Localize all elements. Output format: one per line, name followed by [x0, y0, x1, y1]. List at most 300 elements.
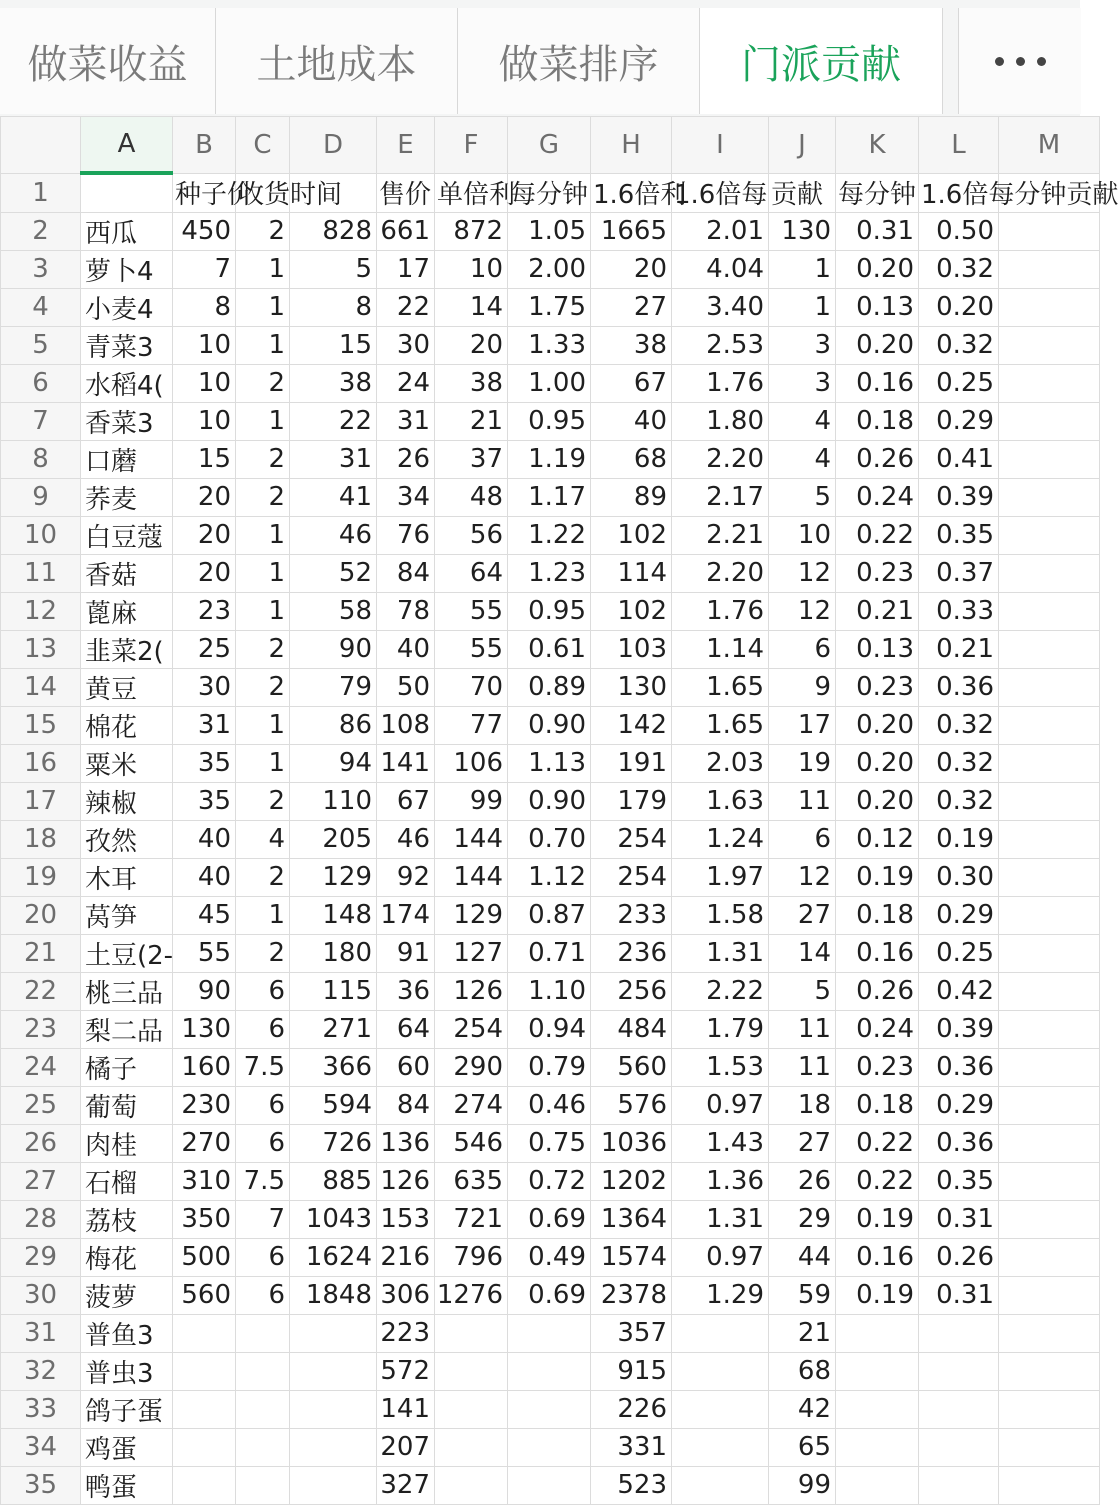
cell-m34[interactable] [999, 1428, 1100, 1466]
cell-h32[interactable]: 915 [591, 1352, 672, 1390]
cell-d23[interactable]: 271 [290, 1010, 377, 1048]
cell-f33[interactable] [435, 1390, 508, 1428]
cell-m32[interactable] [999, 1352, 1100, 1390]
cell-b17[interactable]: 35 [173, 782, 236, 820]
cell-c34[interactable] [236, 1428, 290, 1466]
row-number[interactable]: 30 [1, 1276, 81, 1314]
cell-k2[interactable]: 0.31 [836, 212, 919, 250]
cell-g30[interactable]: 0.69 [508, 1276, 591, 1314]
cell-b3[interactable]: 7 [173, 250, 236, 288]
row-number[interactable]: 22 [1, 972, 81, 1010]
cell-f34[interactable] [435, 1428, 508, 1466]
cell-j11[interactable]: 12 [769, 554, 836, 592]
cell-b33[interactable] [173, 1390, 236, 1428]
cell-g25[interactable]: 0.46 [508, 1086, 591, 1124]
cell-g16[interactable]: 1.13 [508, 744, 591, 782]
cell-k6[interactable]: 0.16 [836, 364, 919, 402]
cell-j17[interactable]: 11 [769, 782, 836, 820]
cell-d14[interactable]: 79 [290, 668, 377, 706]
cell-b24[interactable]: 160 [173, 1048, 236, 1086]
cell-b32[interactable] [173, 1352, 236, 1390]
cell-l1[interactable]: 1.6倍每分钟贡献 [919, 173, 999, 212]
row-number[interactable]: 32 [1, 1352, 81, 1390]
cell-e20[interactable]: 174 [377, 896, 435, 934]
cell-d2[interactable]: 828 [290, 212, 377, 250]
cell-a21[interactable]: 土豆(2- [81, 934, 173, 972]
cell-a2[interactable]: 西瓜 [81, 212, 173, 250]
cell-i3[interactable]: 4.04 [672, 250, 769, 288]
cell-g35[interactable] [508, 1466, 591, 1504]
cell-i27[interactable]: 1.36 [672, 1162, 769, 1200]
cell-b30[interactable]: 560 [173, 1276, 236, 1314]
row-number[interactable]: 28 [1, 1200, 81, 1238]
cell-e32[interactable]: 572 [377, 1352, 435, 1390]
cell-f32[interactable] [435, 1352, 508, 1390]
cell-h15[interactable]: 142 [591, 706, 672, 744]
cell-i33[interactable] [672, 1390, 769, 1428]
cell-m9[interactable] [999, 478, 1100, 516]
row-number[interactable]: 13 [1, 630, 81, 668]
cell-i11[interactable]: 2.20 [672, 554, 769, 592]
cell-h1[interactable]: 1.6倍利 [591, 173, 672, 212]
cell-m16[interactable] [999, 744, 1100, 782]
tab-cooking-sort[interactable]: 做菜排序 [458, 8, 700, 114]
cell-c9[interactable]: 2 [236, 478, 290, 516]
cell-m17[interactable] [999, 782, 1100, 820]
row-number[interactable]: 14 [1, 668, 81, 706]
cell-c20[interactable]: 1 [236, 896, 290, 934]
cell-c13[interactable]: 2 [236, 630, 290, 668]
cell-k12[interactable]: 0.21 [836, 592, 919, 630]
cell-k33[interactable] [836, 1390, 919, 1428]
cell-g21[interactable]: 0.71 [508, 934, 591, 972]
cell-d18[interactable]: 205 [290, 820, 377, 858]
cell-c7[interactable]: 1 [236, 402, 290, 440]
cell-a10[interactable]: 白豆蔻 [81, 516, 173, 554]
cell-d9[interactable]: 41 [290, 478, 377, 516]
row-number[interactable]: 29 [1, 1238, 81, 1276]
cell-d22[interactable]: 115 [290, 972, 377, 1010]
cell-g28[interactable]: 0.69 [508, 1200, 591, 1238]
cell-m3[interactable] [999, 250, 1100, 288]
cell-g15[interactable]: 0.90 [508, 706, 591, 744]
cell-e3[interactable]: 17 [377, 250, 435, 288]
cell-m15[interactable] [999, 706, 1100, 744]
cell-g19[interactable]: 1.12 [508, 858, 591, 896]
cell-a32[interactable]: 普虫3 [81, 1352, 173, 1390]
cell-g11[interactable]: 1.23 [508, 554, 591, 592]
cell-c16[interactable]: 1 [236, 744, 290, 782]
cell-f20[interactable]: 129 [435, 896, 508, 934]
cell-j6[interactable]: 3 [769, 364, 836, 402]
cell-c22[interactable]: 6 [236, 972, 290, 1010]
cell-j30[interactable]: 59 [769, 1276, 836, 1314]
cell-m26[interactable] [999, 1124, 1100, 1162]
cell-a3[interactable]: 萝卜4 [81, 250, 173, 288]
cell-h11[interactable]: 114 [591, 554, 672, 592]
cell-a25[interactable]: 葡萄 [81, 1086, 173, 1124]
cell-j31[interactable]: 21 [769, 1314, 836, 1352]
cell-c6[interactable]: 2 [236, 364, 290, 402]
cell-f4[interactable]: 14 [435, 288, 508, 326]
cell-a34[interactable]: 鸡蛋 [81, 1428, 173, 1466]
cell-h26[interactable]: 1036 [591, 1124, 672, 1162]
cell-h33[interactable]: 226 [591, 1390, 672, 1428]
cell-g23[interactable]: 0.94 [508, 1010, 591, 1048]
cell-j33[interactable]: 42 [769, 1390, 836, 1428]
cell-c3[interactable]: 1 [236, 250, 290, 288]
cell-g17[interactable]: 0.90 [508, 782, 591, 820]
cell-g24[interactable]: 0.79 [508, 1048, 591, 1086]
cell-b15[interactable]: 31 [173, 706, 236, 744]
tab-cooking-revenue[interactable]: 做菜收益 [0, 8, 216, 114]
cell-j29[interactable]: 44 [769, 1238, 836, 1276]
cell-i5[interactable]: 2.53 [672, 326, 769, 364]
cell-c21[interactable]: 2 [236, 934, 290, 972]
cell-a31[interactable]: 普鱼3 [81, 1314, 173, 1352]
cell-d29[interactable]: 1624 [290, 1238, 377, 1276]
cell-c30[interactable]: 6 [236, 1276, 290, 1314]
cell-a7[interactable]: 香菜3 [81, 402, 173, 440]
cell-e22[interactable]: 36 [377, 972, 435, 1010]
cell-a23[interactable]: 梨二品 [81, 1010, 173, 1048]
cell-k11[interactable]: 0.23 [836, 554, 919, 592]
row-number[interactable]: 24 [1, 1048, 81, 1086]
cell-g27[interactable]: 0.72 [508, 1162, 591, 1200]
cell-f13[interactable]: 55 [435, 630, 508, 668]
cell-j26[interactable]: 27 [769, 1124, 836, 1162]
cell-e19[interactable]: 92 [377, 858, 435, 896]
cell-m6[interactable] [999, 364, 1100, 402]
cell-m7[interactable] [999, 402, 1100, 440]
cell-c4[interactable]: 1 [236, 288, 290, 326]
cell-i29[interactable]: 0.97 [672, 1238, 769, 1276]
cell-c1[interactable]: 收货时间 [236, 173, 290, 212]
cell-l8[interactable]: 0.41 [919, 440, 999, 478]
cell-h16[interactable]: 191 [591, 744, 672, 782]
cell-j20[interactable]: 27 [769, 896, 836, 934]
cell-i6[interactable]: 1.76 [672, 364, 769, 402]
more-horizontal-icon[interactable] [958, 8, 1081, 114]
cell-m10[interactable] [999, 516, 1100, 554]
cell-c19[interactable]: 2 [236, 858, 290, 896]
cell-b35[interactable] [173, 1466, 236, 1504]
cell-i13[interactable]: 1.14 [672, 630, 769, 668]
cell-a17[interactable]: 辣椒 [81, 782, 173, 820]
cell-h30[interactable]: 2378 [591, 1276, 672, 1314]
cell-e27[interactable]: 126 [377, 1162, 435, 1200]
cell-h7[interactable]: 40 [591, 402, 672, 440]
cell-a35[interactable]: 鸭蛋 [81, 1466, 173, 1504]
cell-d19[interactable]: 129 [290, 858, 377, 896]
row-number[interactable]: 1 [1, 173, 81, 212]
cell-h10[interactable]: 102 [591, 516, 672, 554]
row-number[interactable]: 6 [1, 364, 81, 402]
cell-g2[interactable]: 1.05 [508, 212, 591, 250]
row-number[interactable]: 2 [1, 212, 81, 250]
cell-d11[interactable]: 52 [290, 554, 377, 592]
cell-b12[interactable]: 23 [173, 592, 236, 630]
cell-e33[interactable]: 141 [377, 1390, 435, 1428]
cell-h31[interactable]: 357 [591, 1314, 672, 1352]
row-number[interactable]: 34 [1, 1428, 81, 1466]
cell-i18[interactable]: 1.24 [672, 820, 769, 858]
cell-f35[interactable] [435, 1466, 508, 1504]
cell-e25[interactable]: 84 [377, 1086, 435, 1124]
cell-h13[interactable]: 103 [591, 630, 672, 668]
cell-g29[interactable]: 0.49 [508, 1238, 591, 1276]
cell-a12[interactable]: 蓖麻 [81, 592, 173, 630]
cell-h24[interactable]: 560 [591, 1048, 672, 1086]
cell-i17[interactable]: 1.63 [672, 782, 769, 820]
row-number[interactable]: 31 [1, 1314, 81, 1352]
cell-j28[interactable]: 29 [769, 1200, 836, 1238]
cell-d7[interactable]: 22 [290, 402, 377, 440]
column-header-b[interactable]: B [173, 117, 236, 174]
cell-m8[interactable] [999, 440, 1100, 478]
cell-b31[interactable] [173, 1314, 236, 1352]
cell-j14[interactable]: 9 [769, 668, 836, 706]
cell-a13[interactable]: 韭菜2( [81, 630, 173, 668]
cell-f29[interactable]: 796 [435, 1238, 508, 1276]
cell-k30[interactable]: 0.19 [836, 1276, 919, 1314]
cell-h2[interactable]: 1665 [591, 212, 672, 250]
cell-g10[interactable]: 1.22 [508, 516, 591, 554]
cell-b18[interactable]: 40 [173, 820, 236, 858]
cell-f17[interactable]: 99 [435, 782, 508, 820]
cell-a16[interactable]: 粟米 [81, 744, 173, 782]
cell-g18[interactable]: 0.70 [508, 820, 591, 858]
cell-i20[interactable]: 1.58 [672, 896, 769, 934]
cell-g7[interactable]: 0.95 [508, 402, 591, 440]
cell-e26[interactable]: 136 [377, 1124, 435, 1162]
row-number[interactable]: 27 [1, 1162, 81, 1200]
cell-m25[interactable] [999, 1086, 1100, 1124]
cell-k8[interactable]: 0.26 [836, 440, 919, 478]
cell-a11[interactable]: 香菇 [81, 554, 173, 592]
cell-k5[interactable]: 0.20 [836, 326, 919, 364]
cell-l19[interactable]: 0.30 [919, 858, 999, 896]
cell-d27[interactable]: 885 [290, 1162, 377, 1200]
cell-m2[interactable] [999, 212, 1100, 250]
cell-d34[interactable] [290, 1428, 377, 1466]
cell-m31[interactable] [999, 1314, 1100, 1352]
cell-m21[interactable] [999, 934, 1100, 972]
cell-g20[interactable]: 0.87 [508, 896, 591, 934]
cell-b5[interactable]: 10 [173, 326, 236, 364]
cell-l14[interactable]: 0.36 [919, 668, 999, 706]
cell-a30[interactable]: 菠萝 [81, 1276, 173, 1314]
cell-d33[interactable] [290, 1390, 377, 1428]
cell-e14[interactable]: 50 [377, 668, 435, 706]
cell-j19[interactable]: 12 [769, 858, 836, 896]
cell-l31[interactable] [919, 1314, 999, 1352]
cell-f18[interactable]: 144 [435, 820, 508, 858]
cell-h20[interactable]: 233 [591, 896, 672, 934]
cell-c31[interactable] [236, 1314, 290, 1352]
cell-c32[interactable] [236, 1352, 290, 1390]
cell-j3[interactable]: 1 [769, 250, 836, 288]
cell-a8[interactable]: 口蘑 [81, 440, 173, 478]
cell-m18[interactable] [999, 820, 1100, 858]
cell-l16[interactable]: 0.32 [919, 744, 999, 782]
cell-d15[interactable]: 86 [290, 706, 377, 744]
cell-c11[interactable]: 1 [236, 554, 290, 592]
cell-f9[interactable]: 48 [435, 478, 508, 516]
cell-k19[interactable]: 0.19 [836, 858, 919, 896]
cell-a29[interactable]: 梅花 [81, 1238, 173, 1276]
cell-c35[interactable] [236, 1466, 290, 1504]
column-header-a[interactable]: A [81, 117, 173, 174]
cell-i21[interactable]: 1.31 [672, 934, 769, 972]
cell-m28[interactable] [999, 1200, 1100, 1238]
cell-l17[interactable]: 0.32 [919, 782, 999, 820]
cell-k15[interactable]: 0.20 [836, 706, 919, 744]
cell-e17[interactable]: 67 [377, 782, 435, 820]
cell-c5[interactable]: 1 [236, 326, 290, 364]
cell-k18[interactable]: 0.12 [836, 820, 919, 858]
column-header-c[interactable]: C [236, 117, 290, 174]
column-header-i[interactable]: I [672, 117, 769, 174]
cell-m23[interactable] [999, 1010, 1100, 1048]
cell-f1[interactable]: 单倍利 [435, 173, 508, 212]
cell-k23[interactable]: 0.24 [836, 1010, 919, 1048]
cell-j35[interactable]: 99 [769, 1466, 836, 1504]
cell-l13[interactable]: 0.21 [919, 630, 999, 668]
cell-e12[interactable]: 78 [377, 592, 435, 630]
cell-k3[interactable]: 0.20 [836, 250, 919, 288]
cell-m20[interactable] [999, 896, 1100, 934]
cell-d24[interactable]: 366 [290, 1048, 377, 1086]
row-number[interactable]: 21 [1, 934, 81, 972]
cell-l6[interactable]: 0.25 [919, 364, 999, 402]
cell-m35[interactable] [999, 1466, 1100, 1504]
cell-l24[interactable]: 0.36 [919, 1048, 999, 1086]
column-header-f[interactable]: F [435, 117, 508, 174]
cell-l34[interactable] [919, 1428, 999, 1466]
row-number[interactable]: 12 [1, 592, 81, 630]
cell-i10[interactable]: 2.21 [672, 516, 769, 554]
row-number[interactable]: 26 [1, 1124, 81, 1162]
cell-d25[interactable]: 594 [290, 1086, 377, 1124]
cell-l27[interactable]: 0.35 [919, 1162, 999, 1200]
cell-c15[interactable]: 1 [236, 706, 290, 744]
cell-e28[interactable]: 153 [377, 1200, 435, 1238]
row-number[interactable]: 16 [1, 744, 81, 782]
cell-m5[interactable] [999, 326, 1100, 364]
cell-i31[interactable] [672, 1314, 769, 1352]
cell-i9[interactable]: 2.17 [672, 478, 769, 516]
row-number[interactable]: 17 [1, 782, 81, 820]
cell-k4[interactable]: 0.13 [836, 288, 919, 326]
cell-b14[interactable]: 30 [173, 668, 236, 706]
cell-g12[interactable]: 0.95 [508, 592, 591, 630]
cell-i25[interactable]: 0.97 [672, 1086, 769, 1124]
cell-d12[interactable]: 58 [290, 592, 377, 630]
cell-e11[interactable]: 84 [377, 554, 435, 592]
column-header-m[interactable]: M [999, 117, 1100, 174]
cell-j25[interactable]: 18 [769, 1086, 836, 1124]
cell-c26[interactable]: 6 [236, 1124, 290, 1162]
cell-j5[interactable]: 3 [769, 326, 836, 364]
cell-h4[interactable]: 27 [591, 288, 672, 326]
cell-c29[interactable]: 6 [236, 1238, 290, 1276]
cell-b27[interactable]: 310 [173, 1162, 236, 1200]
cell-k16[interactable]: 0.20 [836, 744, 919, 782]
cell-f6[interactable]: 38 [435, 364, 508, 402]
cell-j12[interactable]: 12 [769, 592, 836, 630]
cell-k10[interactable]: 0.22 [836, 516, 919, 554]
row-number[interactable]: 35 [1, 1466, 81, 1504]
cell-m4[interactable] [999, 288, 1100, 326]
cell-l22[interactable]: 0.42 [919, 972, 999, 1010]
row-number[interactable]: 10 [1, 516, 81, 554]
cell-k13[interactable]: 0.13 [836, 630, 919, 668]
cell-h5[interactable]: 38 [591, 326, 672, 364]
row-number[interactable]: 4 [1, 288, 81, 326]
cell-f22[interactable]: 126 [435, 972, 508, 1010]
row-number[interactable]: 25 [1, 1086, 81, 1124]
cell-c18[interactable]: 4 [236, 820, 290, 858]
cell-l20[interactable]: 0.29 [919, 896, 999, 934]
cell-b7[interactable]: 10 [173, 402, 236, 440]
row-number[interactable]: 19 [1, 858, 81, 896]
cell-f25[interactable]: 274 [435, 1086, 508, 1124]
cell-i28[interactable]: 1.31 [672, 1200, 769, 1238]
cell-f11[interactable]: 64 [435, 554, 508, 592]
cell-g1[interactable]: 每分钟 [508, 173, 591, 212]
cell-i32[interactable] [672, 1352, 769, 1390]
cell-i15[interactable]: 1.65 [672, 706, 769, 744]
cell-l26[interactable]: 0.36 [919, 1124, 999, 1162]
cell-e24[interactable]: 60 [377, 1048, 435, 1086]
cell-f28[interactable]: 721 [435, 1200, 508, 1238]
cell-j4[interactable]: 1 [769, 288, 836, 326]
cell-e9[interactable]: 34 [377, 478, 435, 516]
cell-b19[interactable]: 40 [173, 858, 236, 896]
cell-e18[interactable]: 46 [377, 820, 435, 858]
cell-i8[interactable]: 2.20 [672, 440, 769, 478]
cell-h34[interactable]: 331 [591, 1428, 672, 1466]
cell-k32[interactable] [836, 1352, 919, 1390]
row-number[interactable]: 23 [1, 1010, 81, 1048]
cell-a22[interactable]: 桃三品 [81, 972, 173, 1010]
cell-k1[interactable]: 每分钟 [836, 173, 919, 212]
cell-i35[interactable] [672, 1466, 769, 1504]
cell-l28[interactable]: 0.31 [919, 1200, 999, 1238]
cell-d20[interactable]: 148 [290, 896, 377, 934]
cell-d3[interactable]: 5 [290, 250, 377, 288]
cell-c24[interactable]: 7.5 [236, 1048, 290, 1086]
cell-b20[interactable]: 45 [173, 896, 236, 934]
row-number[interactable]: 20 [1, 896, 81, 934]
cell-h29[interactable]: 1574 [591, 1238, 672, 1276]
cell-k9[interactable]: 0.24 [836, 478, 919, 516]
cell-b23[interactable]: 130 [173, 1010, 236, 1048]
cell-j23[interactable]: 11 [769, 1010, 836, 1048]
spreadsheet-grid[interactable] [0, 116, 1118, 1503]
cell-f10[interactable]: 56 [435, 516, 508, 554]
cell-b6[interactable]: 10 [173, 364, 236, 402]
cell-m33[interactable] [999, 1390, 1100, 1428]
cell-i7[interactable]: 1.80 [672, 402, 769, 440]
cell-g13[interactable]: 0.61 [508, 630, 591, 668]
cell-d6[interactable]: 38 [290, 364, 377, 402]
cell-a19[interactable]: 木耳 [81, 858, 173, 896]
cell-k29[interactable]: 0.16 [836, 1238, 919, 1276]
cell-c2[interactable]: 2 [236, 212, 290, 250]
cell-b26[interactable]: 270 [173, 1124, 236, 1162]
